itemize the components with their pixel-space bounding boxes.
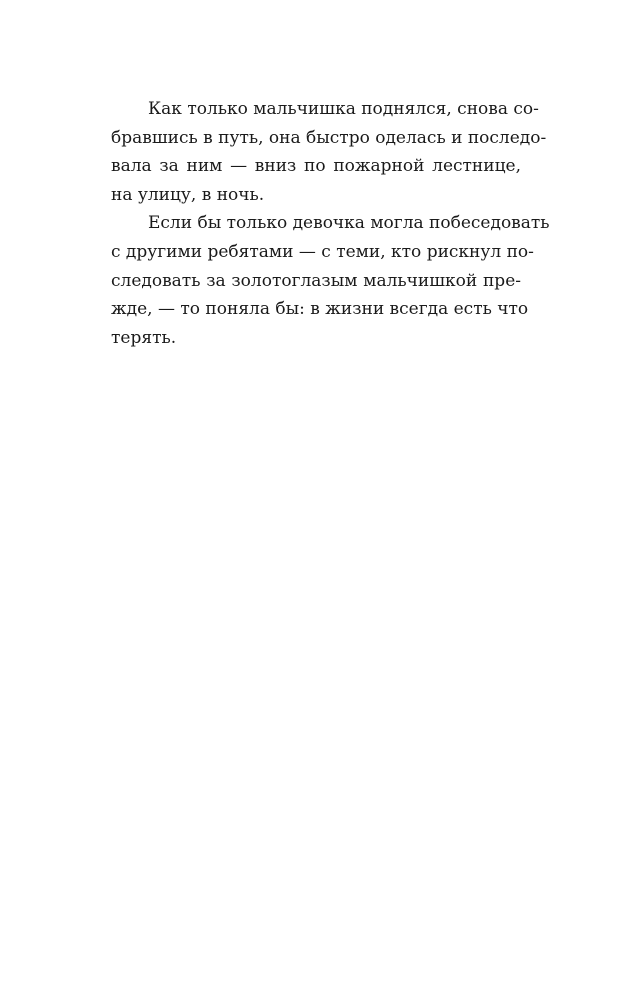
text-line: вала за ним — вниз по пожарной лестнице, xyxy=(111,156,521,177)
text-line: бравшись в путь, она быстро оделась и последо- xyxy=(111,127,547,148)
body-text xyxy=(111,95,550,352)
text-line: Если бы только девочка могла побеседовать xyxy=(148,213,550,234)
paragraph xyxy=(111,95,547,209)
paragraph xyxy=(111,209,550,352)
text-line: терять. xyxy=(111,327,177,348)
text-line: Как только мальчишка поднялся, снова со- xyxy=(148,99,539,119)
text-line: следовать за золотоглазым мальчишкой пре- xyxy=(111,270,521,291)
text-line: с другими ребятами — с теми, кто рискнул по- xyxy=(111,241,534,262)
text-line: жде, — то поняла бы: в жизни всегда есть что xyxy=(111,299,529,320)
text-line: на улицу, в ночь. xyxy=(111,184,265,205)
